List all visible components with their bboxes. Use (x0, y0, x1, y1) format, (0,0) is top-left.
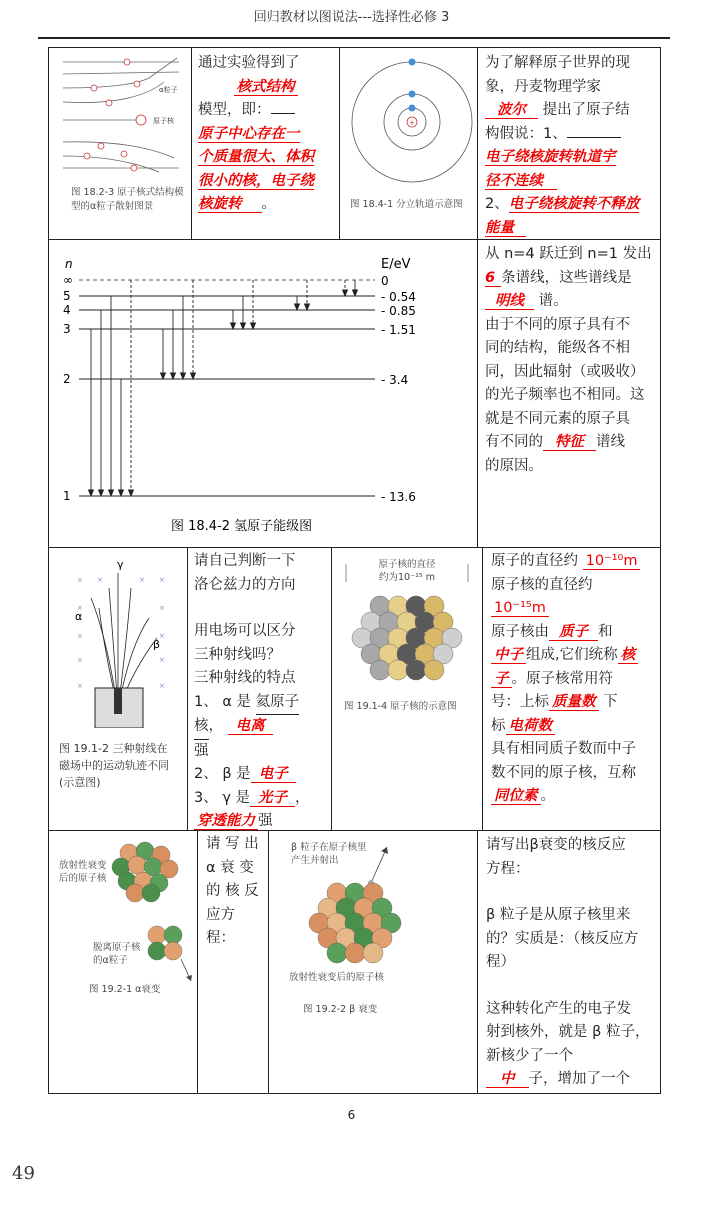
page-header: 回归教材以图说法---选择性必修 3 (253, 10, 450, 25)
svg-text:×: × (77, 576, 83, 584)
row4-fig-beta-decay (268, 830, 478, 1094)
energy-level-group (63, 273, 416, 504)
row4-text-beta: 请写出β衰变的核反应 方程： β 粒子是从原子核里来 的？实质是：（核反应方 程） 这种转化产生的电子发 射到核外，就是 β 粒子， 新核少了一个 中 子，增加了一个 (477, 830, 661, 1094)
energy-level-n: 1 (63, 489, 71, 503)
hydrogen-energy-diagram (49, 240, 477, 547)
beta-decay-label-top: β 粒子在原子核里 产生并射出 (291, 842, 367, 866)
fig-18-4-1-caption: 图 18.4-1 分立轨道示意图 (350, 199, 463, 210)
row1-text-rutherford: 通过实验得到了 核式结构 模型，即： 原子中心存在一 个质量很大、体积 很小的核，电子绕 核旋转 。 (191, 47, 340, 240)
nucleon (128, 856, 146, 874)
row3-fig-nucleus (331, 547, 483, 831)
fig-19-2-1-caption: 图 19.2-1 α衰变 (89, 984, 161, 995)
energy-level-n: ∞ (63, 273, 73, 287)
svg-text:×: × (139, 576, 145, 584)
page-number: 6 (347, 1108, 356, 1122)
svg-text:α: α (75, 610, 83, 623)
energy-level-n: 4 (63, 303, 71, 317)
row3-text-rays: 请自己判断一下 洛仑兹力的方向 用电场可以区分 三种射线吗？ 三种射线的特点 1、 α 是 氦原子 核， 电离 强 2、 β 是 电子 3、 γ 是 光子 ， 穿透能力 强 (187, 547, 332, 831)
svg-text:β: β (153, 638, 161, 651)
row4-text-alpha: 请 写 出 α 衰 变 的 核 反 应方程： (197, 830, 269, 1094)
energy-level-e: - 0.85 (381, 304, 416, 318)
energy-level-n: 2 (63, 372, 71, 386)
row2-text: 从 n=4 跃迁到 n=1 发出 6 条谱线，这些谱线是 明线 谱。 由于不同的原子具有不 同的结构，能级各不相 同，因此辐射（或吸收） 的光子频率也不相同。这 就是不同元素的原子具 有不同的 特征 谱线 的原因。 (477, 239, 661, 548)
svg-text:×: × (159, 656, 165, 664)
alpha-decay-label-particle: 脱离原子核 的α粒子 (93, 942, 141, 966)
alpha-decay-label-nucleus: 放射性衰变 后的原子核 (59, 860, 107, 884)
svg-text:×: × (77, 656, 83, 664)
svg-text:+: + (409, 119, 415, 127)
row1-text-bohr: 为了解释原子世界的现 象，丹麦物理学家 波尔 提出了原子结 构假说：1、 电子绕核旋转轨道宇 径不连续 2、电子绕核旋转不释放 能量 (477, 47, 661, 240)
beta-decay-diagram (269, 831, 477, 971)
scattering-diagram (49, 48, 191, 183)
nucleon (327, 943, 347, 963)
svg-text:E/eV: E/eV (381, 257, 411, 272)
side-number: 49 (12, 1163, 35, 1184)
nucleon (406, 660, 426, 680)
row1-fig-scattering (48, 47, 192, 240)
fig-19-1-4-caption: 图 19.1-4 原子核的示意图 (344, 701, 457, 712)
svg-text:×: × (77, 682, 83, 690)
row3-fig-rays (48, 547, 188, 831)
nucleon (370, 660, 390, 680)
nucleon (164, 926, 182, 944)
svg-text:n: n (65, 257, 73, 271)
energy-level-n: 5 (63, 289, 71, 303)
nucleon (126, 884, 144, 902)
nucleon (148, 926, 166, 944)
energy-level-e: - 1.51 (381, 323, 416, 337)
svg-text:×: × (159, 632, 165, 640)
svg-text:×: × (159, 604, 165, 612)
svg-text:×: × (159, 576, 165, 584)
row1-fig-orbits (339, 47, 478, 240)
energy-level-e: - 3.4 (381, 373, 409, 387)
header-rule (38, 37, 670, 39)
beta-decay-label-bottom: 放射性衰变后的原子核 (289, 972, 385, 983)
svg-text:×: × (77, 604, 83, 612)
nucleon (142, 884, 160, 902)
svg-text:原子核: 原子核 (153, 117, 174, 125)
nucleon (345, 943, 365, 963)
row2-energy-levels (48, 239, 478, 548)
energy-level-e: - 0.54 (381, 290, 416, 304)
svg-text:×: × (159, 682, 165, 690)
nucleon (363, 943, 383, 963)
svg-text:×: × (77, 632, 83, 640)
svg-text:γ: γ (117, 558, 124, 571)
fig-18-2-3-caption: 图 18.2-3 原子核式结构模 型的α粒子散射图景 (71, 187, 184, 212)
svg-text:α粒子: α粒子 (159, 86, 178, 94)
row4-fig-alpha-decay (48, 830, 198, 1094)
nucleus-diagram (332, 548, 482, 698)
svg-text:×: × (97, 576, 103, 584)
orbit-diagram (340, 48, 477, 198)
energy-level-e: 0 (381, 274, 389, 288)
row3-text-nucleus: 原子的直径约 10⁻¹⁰m 原子核的直径约 10⁻¹⁵m 原子核由 质子 和 中子 组成,它们统称 核 子 。原子核常用符 号：上标 质量数 下 标 电荷数 具有相同质子数而中子 数不同的原子核，互称 同位素 。 (482, 547, 661, 831)
energy-level-n: 3 (63, 322, 71, 336)
nucleus-size-label: 原子核的直径 约为10⁻¹⁵ m (378, 559, 436, 583)
nucleon (148, 942, 166, 960)
fig-19-2-2-caption: 图 19.2-2 β 衰变 (303, 1004, 378, 1015)
energy-level-e: - 13.6 (381, 490, 416, 504)
energy-diagram-caption: 图 18.4-2 氢原子能级图 (171, 519, 313, 534)
nucleon (388, 660, 408, 680)
nucleon (424, 660, 444, 680)
rays-in-field-diagram (49, 548, 187, 728)
fig-19-1-2-caption: 图 19.1-2 三种射线在 磁场中的运动轨迹不同 (示意图) (59, 742, 169, 789)
alpha-decay-diagram (49, 831, 197, 1001)
nucleon (164, 942, 182, 960)
